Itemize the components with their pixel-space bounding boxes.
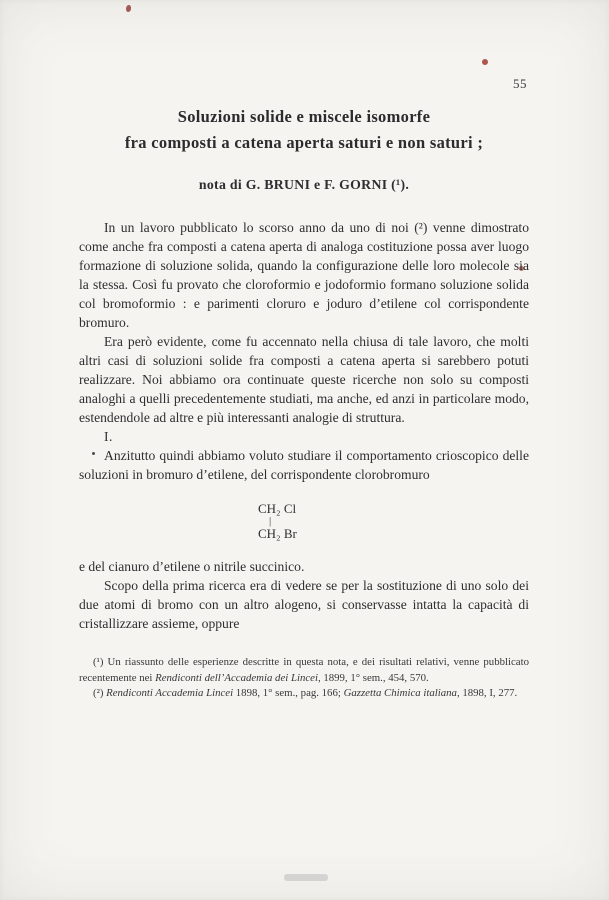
paragraph: e del cianuro d’etilene o nitrile succinico. [79,559,305,574]
article-title-line2: fra composti a catena aperta saturi e non saturi ; [124,133,484,152]
footnote [79,655,529,686]
footnote-text: (¹) Un riassunto delle esperienze descritte in questa nota, e dei risultati relativi, venne pubblicato recentemente nei [79,656,529,684]
article-body [79,218,529,702]
scan-smudge [284,874,328,881]
byline: nota di G. BRUNI e F. GORNI (¹). [198,177,410,192]
footnote-journal: Gazzetta Chimica italiana [343,687,457,699]
paragraph: In un lavoro pubblicato lo scorso anno da uno di noi (²) venne dimostrato come anche fra composti a catena aperta di analoga costituzione possa aver luogo formazione di soluzione solida, quando la configurazione delle loro molecole sia la stessa. Così fu provato che cloroformio e jodoformio formano soluzione solida col bromoformio : e parimenti cloruro e joduro d’etilene col corrispondente bromuro. [79,220,529,330]
paragraph: Scopo della prima ricerca era di vedere se per la sostituzione di uno solo dei due atomi di bromo con un altro alogeno, si conservasse intatta la capacità di cristallizzare assieme, oppure [79,578,529,631]
footnote-journal: Rendiconti dell’Accademia dei Lincei [155,671,318,684]
formula-bond: | [269,515,272,527]
article-title [79,104,529,156]
chemical-formula [258,501,529,542]
footnote [79,686,529,702]
paragraph: Era però evidente, come fu accennato nella chiusa di tale lavoro, che molti altri casi di soluzioni solide fra composti a catena aperta si sarebbero potuti realizzare. Noi abbiamo ora continuate queste ricerche non solo su composti analoghi a quelli precedentemente studiati, ma anche, ed anzi in particolare modo, estendendole ad altre e più interessanti analogie di struttura. [79,334,529,425]
page-number: 55 [513,76,527,91]
paragraph: Anzitutto quindi abbiamo voluto studiare il comportamento crioscopico delle soluzioni in bromuro d’etilene, del corrispondente clorobromuro [79,448,529,482]
formula-bottom-line: CH₂ Br [258,526,297,541]
footnotes [79,655,529,702]
page-content [79,0,529,702]
section-heading: I. [104,429,113,444]
footnote-text: , 1899, 1° sem., 454, 570. [317,671,429,684]
footnote-text: 1898, 1° sem., pag. 166; [233,687,344,699]
formula-top-line: CH₂ Cl [258,501,297,516]
footnote-text: , 1898, I, 277. [456,687,518,699]
article-title-line1: Soluzioni solide e miscele isomorfe [177,107,431,126]
footnote-text: (²) [93,687,107,699]
footnote-journal: Rendiconti Accademia Lincei [106,687,234,699]
